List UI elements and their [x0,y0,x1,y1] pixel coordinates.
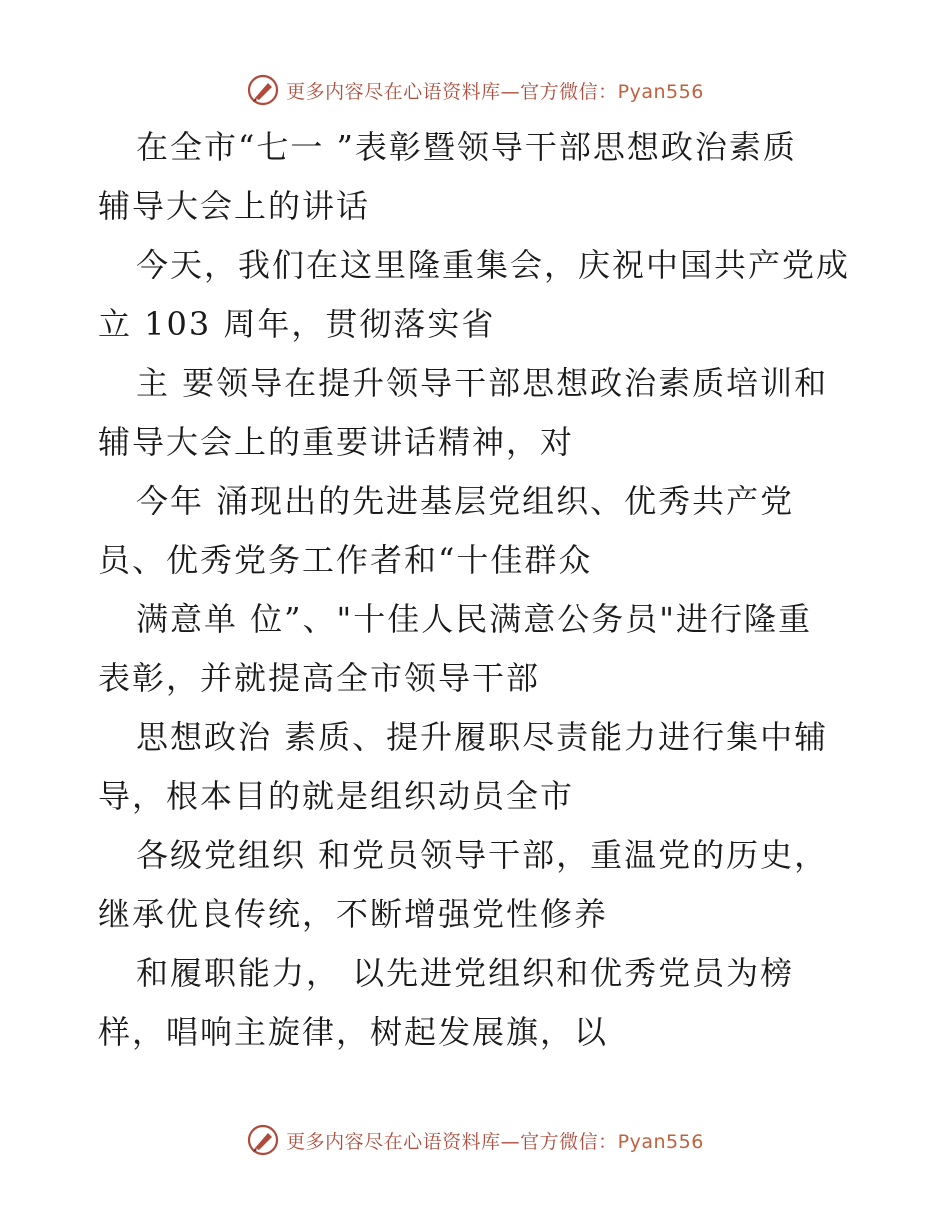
banner-handle: Pyan556 [617,1130,704,1153]
text-line: 辅导大会上的讲话 [98,187,371,225]
pen-logo-icon [246,1123,280,1157]
document-body [98,118,858,1062]
text-line: 满意单 位”、"十佳人民满意公务员"进行隆重 [136,600,812,638]
text-line: 立 103 周年，贯彻落实省 [98,305,496,343]
text-line: 导，根本目的就是组织动员全市 [98,777,575,815]
banner-handle: Pyan556 [617,80,704,103]
banner-text: 更多内容尽在心语资料库—官方微信：Pyan556 [286,1130,704,1153]
text-line: 样，唱响主旋律，树起发展旗，以 [98,1013,609,1051]
text-line: 各级党组织 和党员领导干部，重温党的历史， [136,836,829,874]
pen-logo-icon [246,73,280,107]
text-line: 思想政治 素质、提升履职尽责能力进行集中辅 [136,718,829,756]
text-line: 表彰，并就提高全市领导干部 [98,659,541,697]
text-line: 今天，我们在这里隆重集会，庆祝中国共产党成 [136,246,851,284]
banner-text: 更多内容尽在心语资料库—官方微信：Pyan556 [286,80,704,103]
text-line: 今年 涌现出的先进基层党组织、优秀共产党 [136,482,795,520]
text-line: 辅导大会上的重要讲话精神，对 [98,423,575,461]
header-banner [0,70,950,110]
text-line: 主 要领导在提升领导干部思想政治素质培训和 [136,364,829,402]
text-line: 继承优良传统，不断增强党性修养 [98,895,609,933]
text-line: 在全市“七一 ”表彰暨领导干部思想政治素质 [136,128,797,166]
footer-banner [0,1120,950,1160]
text-line: 和履职能力， 以先进党组织和优秀党员为榜 [136,954,795,992]
text-line: 员、优秀党务工作者和“十佳群众 [98,541,593,579]
